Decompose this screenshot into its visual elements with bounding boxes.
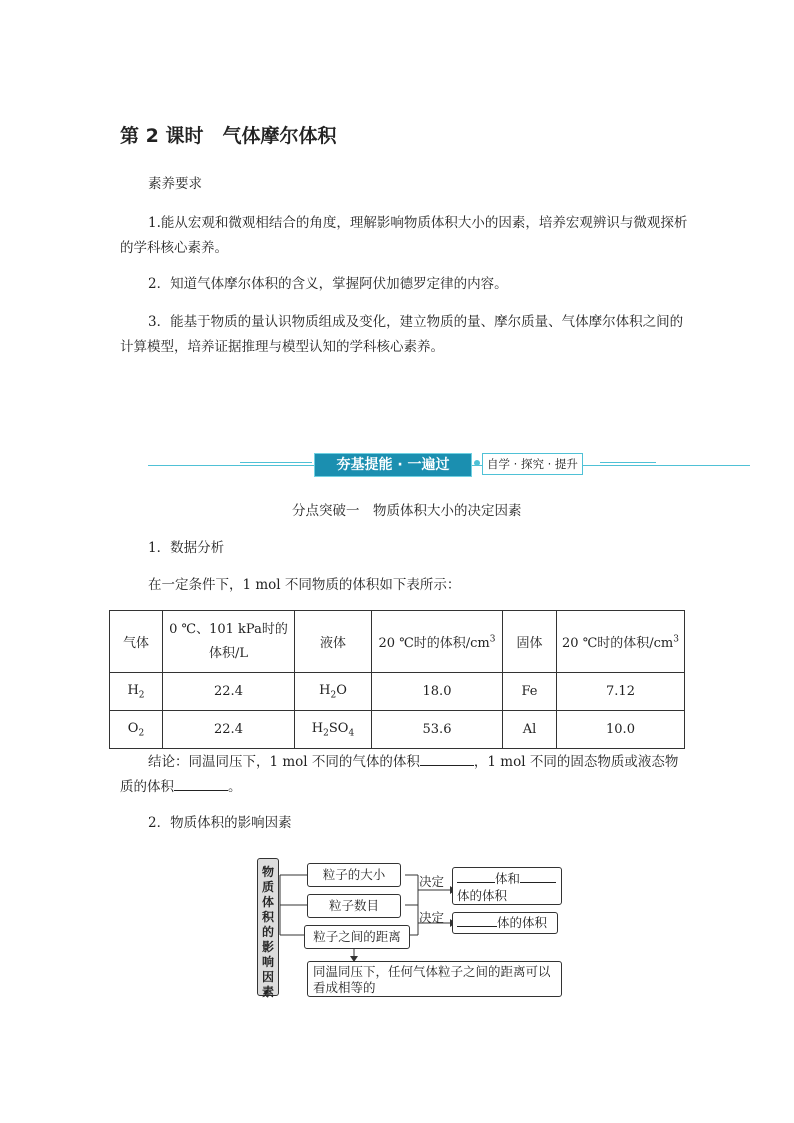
- requirement-item-2: 2．知道气体摩尔体积的含义，掌握阿伏加德罗定律的内容。: [148, 276, 508, 292]
- cell-liquid-mid: SO: [328, 720, 349, 736]
- diagram-note: 同温同压下，任何气体粒子之间的距离可以看成相等的: [307, 961, 562, 997]
- factor-particle-size: 粒子的大小: [307, 863, 401, 887]
- answer-blank-5[interactable]: [457, 926, 497, 927]
- answer-blank-2[interactable]: [174, 790, 228, 791]
- cell-gas-sub: 2: [138, 690, 145, 701]
- answer-blank-1[interactable]: [420, 765, 474, 766]
- cell-liquid-sub: 2: [323, 728, 329, 739]
- banner-line-left: [240, 462, 312, 463]
- cell-solid-volume: 10.0: [557, 711, 685, 749]
- header-gas-volume-line1: 0 ℃、101 kPa时的: [169, 621, 288, 637]
- cell-liquid-sub2: 4: [348, 728, 355, 739]
- header-gas-volume: [163, 611, 295, 673]
- cell-gas: [110, 673, 163, 711]
- factor-particle-count: 粒子数目: [307, 894, 401, 918]
- cell-liquid-text: H: [319, 682, 331, 698]
- cell-liquid-volume: 53.6: [372, 711, 503, 749]
- answer-blank-3[interactable]: [457, 882, 495, 883]
- cell-gas-text: H: [127, 682, 139, 698]
- cell-liquid: [295, 673, 372, 711]
- subheading-data-analysis: 1．数据分析: [148, 540, 225, 556]
- conclusion: [120, 750, 690, 800]
- page-title: 第 2 课时 气体摩尔体积: [120, 125, 337, 147]
- volume-table: [109, 610, 685, 749]
- banner-main: 夯基提能 · 一遍过: [314, 453, 472, 477]
- result-box-2-text: 体的体积: [497, 915, 548, 930]
- cell-solid: Al: [503, 711, 557, 749]
- decide-label-2: 决定: [419, 910, 445, 925]
- header-solid-volume: [557, 611, 685, 673]
- header-liquid-volume-text: 20 ℃时的体积/cm: [378, 636, 490, 651]
- cell-liquid-tail: O: [336, 682, 347, 698]
- banner-tag: 自学 · 探究 · 提升: [482, 453, 583, 475]
- banner-line-right: [600, 462, 656, 463]
- header-liquid: 液体: [295, 611, 372, 673]
- subheading-factors: 2．物质体积的影响因素: [148, 815, 292, 831]
- cell-liquid-sub: 2: [330, 690, 337, 701]
- header-gas-volume-line2: 体积/L: [208, 645, 248, 661]
- header-solid-volume-text: 20 ℃时的体积/cm: [562, 636, 674, 651]
- cell-solid: Fe: [503, 673, 557, 711]
- cell-liquid-volume: 18.0: [372, 673, 503, 711]
- requirement-item-3: 3．能基于物质的量认识物质组成及变化，建立物质的量、摩尔质量、气体摩尔体积之间的计算模型，培养证据推理与模型认知的学科核心素养。: [120, 314, 684, 355]
- header-liquid-volume-sup: 3: [489, 634, 496, 645]
- result-box-1: [452, 867, 562, 905]
- cell-liquid-text: H: [311, 720, 324, 736]
- header-liquid-volume: [372, 611, 503, 673]
- diagram-root: 物质体积的影响因素: [257, 858, 279, 996]
- cell-solid-volume: 7.12: [557, 673, 685, 711]
- conclusion-end: 。: [228, 779, 242, 795]
- conclusion-part-b: ，1 mol 不同的固态物质或液态物质的体积: [120, 754, 679, 795]
- result-box-1-text-a: 体和: [495, 871, 521, 886]
- header-solid-volume-sup: 3: [673, 634, 679, 645]
- cell-gas-sub: 2: [138, 728, 145, 739]
- table-row: [110, 673, 685, 711]
- section-title: 分点突破一 物质体积大小的决定因素: [292, 503, 522, 519]
- conclusion-part-a: 结论：同温同压下，1 mol 不同的气体的体积: [148, 754, 420, 770]
- answer-blank-4[interactable]: [520, 882, 556, 883]
- result-box-2: [452, 912, 558, 934]
- table-header-row: [110, 611, 685, 673]
- result-box-1-line2: 体的体积: [457, 888, 508, 903]
- factor-particle-distance: 粒子之间的距离: [304, 925, 410, 949]
- cell-gas-text: O: [127, 720, 139, 736]
- header-solid: 固体: [503, 611, 557, 673]
- cell-gas-volume: 22.4: [163, 673, 295, 711]
- cell-liquid: [295, 711, 372, 749]
- requirement-item-1: 1.能从宏观和微观相结合的角度，理解影响物质体积大小的因素，培养宏观辨识与微观探析的学科核心素养。: [120, 215, 688, 256]
- header-gas: 气体: [110, 611, 163, 673]
- requirements-label: 素养要求: [148, 176, 202, 192]
- banner-dot-icon: [474, 460, 480, 466]
- cell-gas-volume: 22.4: [163, 711, 295, 749]
- intro-text: 在一定条件下，1 mol 不同物质的体积如下表所示：: [148, 577, 461, 593]
- result-box-1-line1: [457, 870, 557, 887]
- cell-gas: [110, 711, 163, 749]
- decide-label-1: 决定: [419, 874, 445, 889]
- table-row: [110, 711, 685, 749]
